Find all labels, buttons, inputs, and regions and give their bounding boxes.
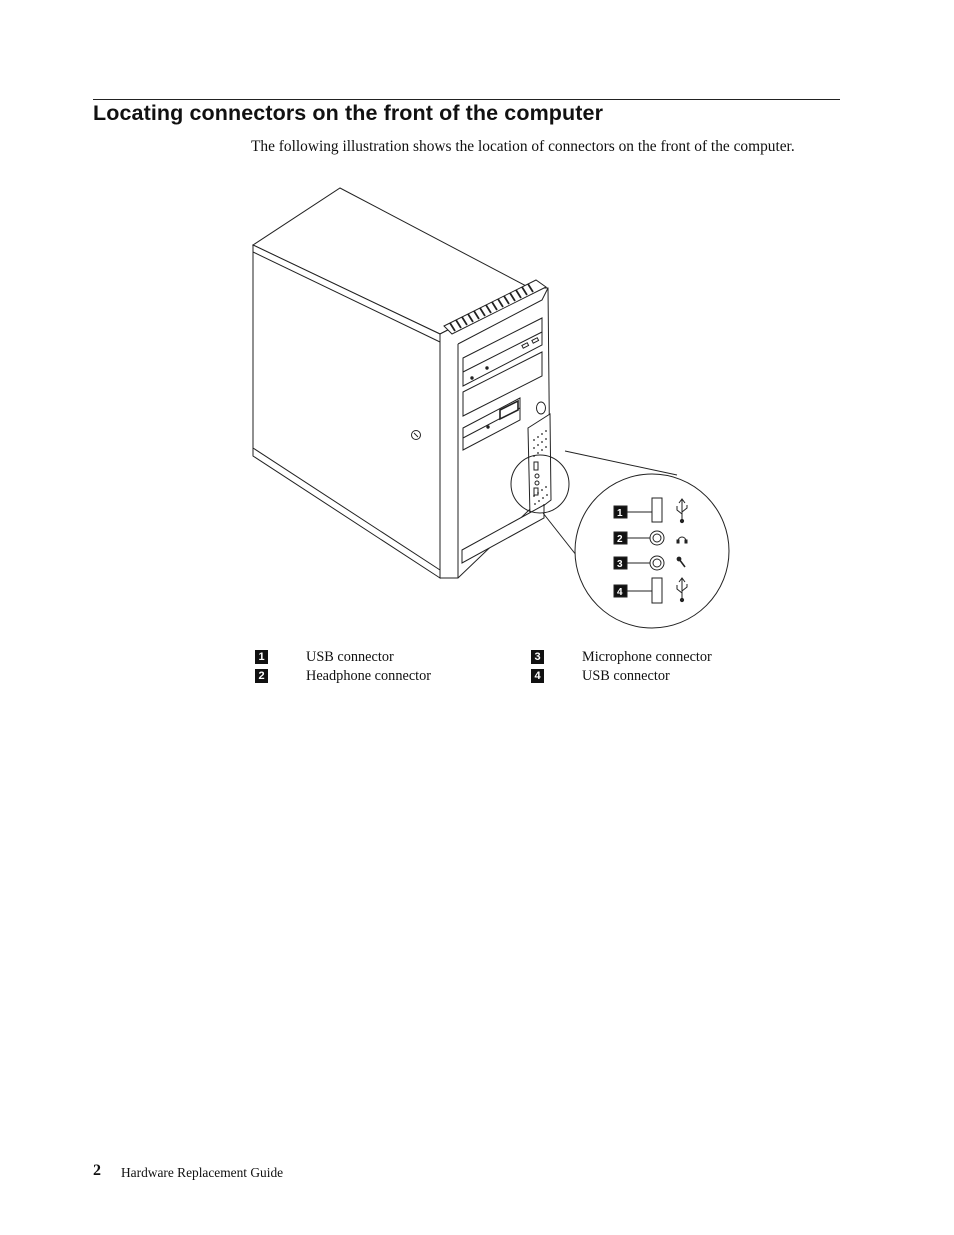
intro-paragraph: The following illustration shows the location of connectors on the front of the computer. <box>251 138 795 155</box>
legend-item <box>255 668 515 687</box>
callout-badge: 3 <box>531 650 544 664</box>
svg-text:1: 1 <box>617 508 623 519</box>
legend-label: USB connector <box>582 668 670 684</box>
callout-legend-right <box>531 649 791 687</box>
callout-badge: 2 <box>255 669 268 683</box>
computer-illustration <box>240 180 740 630</box>
page-number: 2 <box>93 1162 101 1179</box>
document-title: Hardware Replacement Guide <box>121 1165 284 1180</box>
page-title: Locating connectors on the front of the computer <box>93 101 604 125</box>
legend-label: Microphone connector <box>582 649 712 665</box>
svg-text:4: 4 <box>617 587 623 598</box>
svg-text:2: 2 <box>617 534 623 545</box>
legend-item <box>255 649 515 668</box>
legend-label: USB connector <box>306 649 394 665</box>
legend-label: Headphone connector <box>306 668 432 684</box>
legend-item <box>531 668 791 687</box>
callout-badge: 4 <box>531 669 544 683</box>
callout-badge: 1 <box>255 650 268 664</box>
callout-legend-left <box>255 649 515 687</box>
legend-item <box>531 649 791 668</box>
heading-rule <box>93 99 840 100</box>
svg-text:3: 3 <box>617 559 623 570</box>
